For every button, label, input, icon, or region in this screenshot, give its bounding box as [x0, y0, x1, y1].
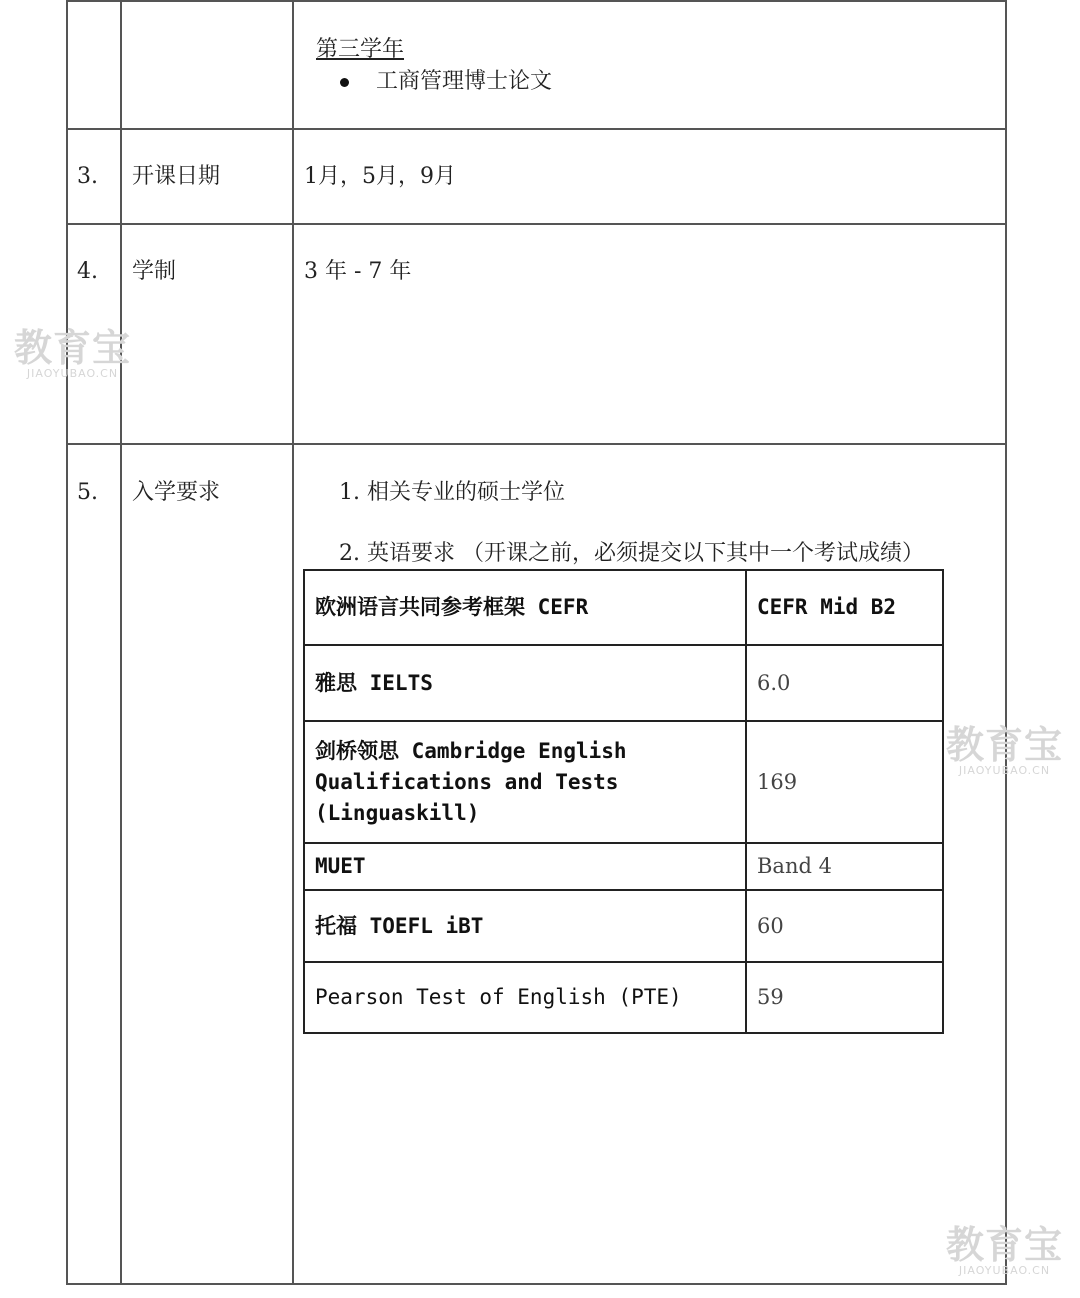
requirement-degree: 1. 相关专业的硕士学位: [339, 480, 565, 505]
duration-label: 学制: [132, 259, 177, 284]
column-divider: [292, 2, 294, 1283]
table-row: [305, 721, 942, 843]
row-divider: [68, 128, 1005, 130]
year3-heading: 第三学年: [316, 37, 405, 62]
bullet-dot-icon: [340, 78, 349, 87]
intake-value: 1月，5月，9月: [304, 164, 456, 189]
watermark-logo: 教育宝 JIAOYUBAO.CN: [946, 723, 1064, 777]
year3-course: 工商管理博士论文: [376, 69, 553, 94]
watermark-logo: 教育宝 JIAOYUBAO.CN: [946, 1223, 1064, 1277]
exam-name: 剑桥领思 Cambridge English Qualifications and Tests (Linguaskill): [305, 721, 746, 843]
row-number: 3.: [77, 164, 98, 189]
exam-name: Pearson Test of English (PTE): [305, 962, 746, 1032]
row-divider: [68, 223, 1005, 225]
requirement-english: 2. 英语要求 （开课之前，必须提交以下其中一个考试成绩）: [339, 541, 924, 566]
table-row: [305, 962, 942, 1032]
watermark-logo: 教育宝 JIAOYUBAO.CN: [14, 326, 132, 380]
exam-score: 6.0: [746, 645, 942, 721]
exam-score: 169: [746, 721, 942, 843]
row-number: 4.: [77, 259, 98, 284]
entry-label: 入学要求: [132, 480, 221, 505]
column-divider: [120, 2, 122, 1283]
row-number: 5.: [77, 480, 98, 505]
table-row: [305, 890, 942, 962]
exam-name: 托福 TOEFL iBT: [305, 890, 746, 962]
exam-name: 雅思 IELTS: [305, 645, 746, 721]
exam-name: MUET: [305, 843, 746, 890]
exam-score: Band 4: [746, 843, 942, 890]
intake-label: 开课日期: [132, 164, 221, 189]
exam-name: 欧洲语言共同参考框架 CEFR: [305, 571, 746, 645]
row-divider: [68, 443, 1005, 445]
table-row: [305, 843, 942, 890]
table-row: [305, 571, 942, 645]
english-requirement-table: [303, 569, 944, 1034]
duration-value: 3 年 - 7 年: [304, 259, 412, 284]
exam-score: CEFR Mid B2: [746, 571, 942, 645]
table-row: [305, 645, 942, 721]
exam-score: 60: [746, 890, 942, 962]
exam-score: 59: [746, 962, 942, 1032]
